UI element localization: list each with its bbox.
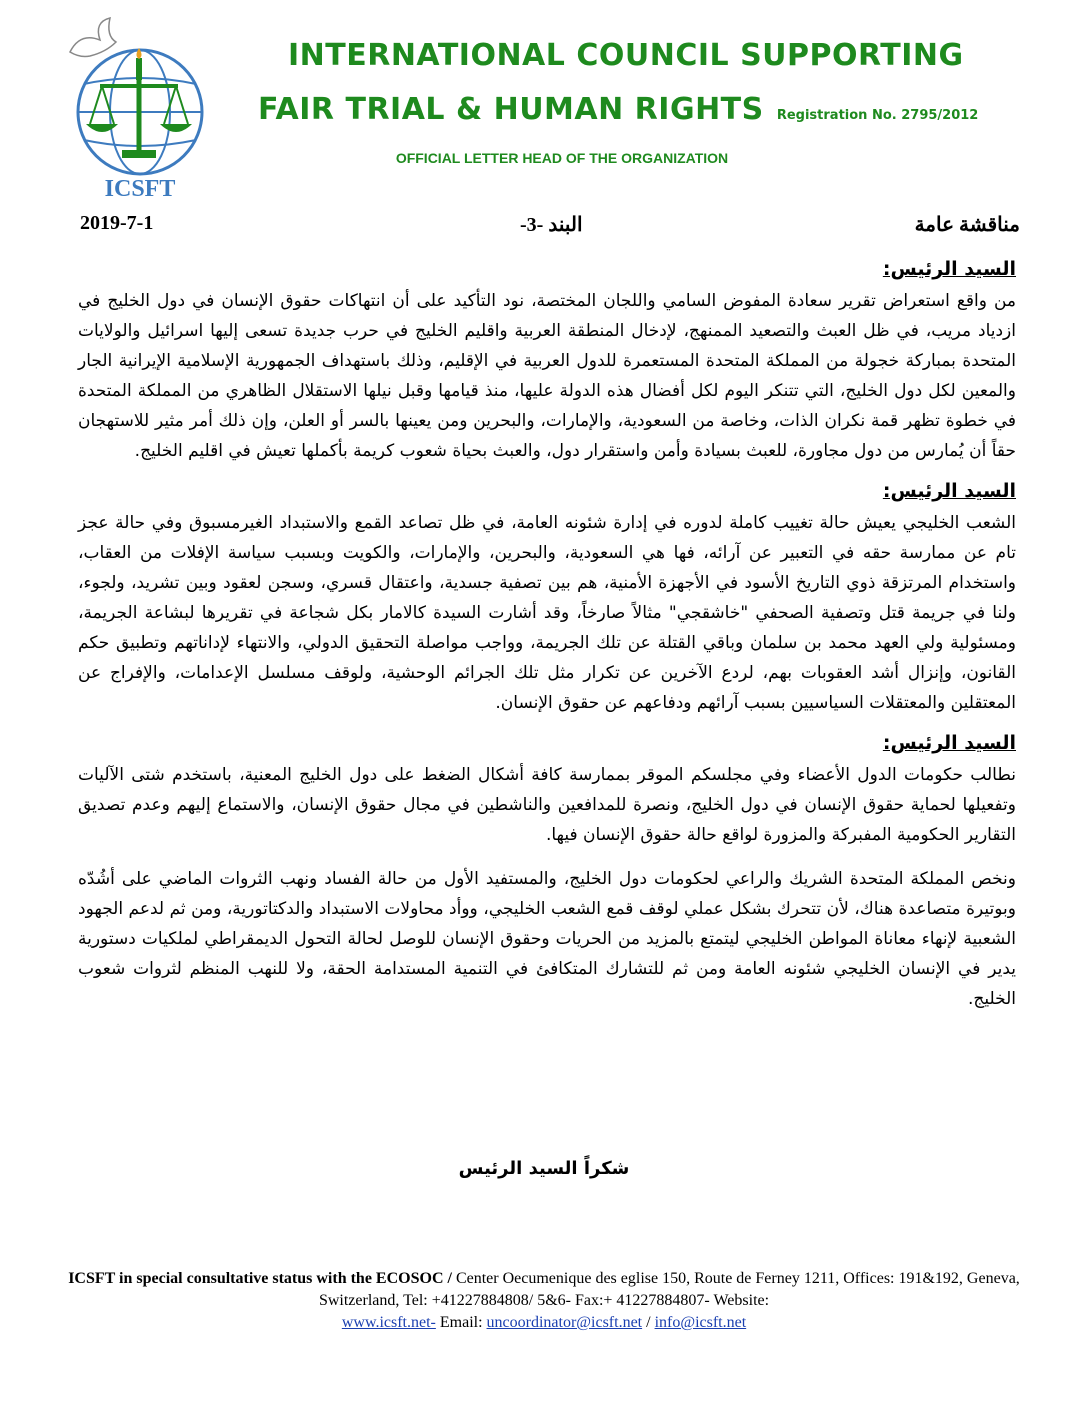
salutation-heading: السيد الرئيس:	[882, 480, 1016, 502]
organization-abbreviation: ICSFT	[104, 176, 176, 202]
paragraph: ونخص المملكة المتحدة الشريك والراعي لحكومات دول الخليج، والمستفيد الأول من حالة الفساد ونهب الثروات الماضي على أشُدّه وبوتيرة متصاعدة هناك، لأن تتحرك بشكل عملي لوقف قمع الشعب الخليجي، ووأد محاولات الاستبداد والدكتاتورية، ومن ثم لدعم الجهود الشعبية لإنهاء معاناة المواطن الخليجي ليتمتع بالمزيد من الحريات وحقوق الإنسان للوصل لحالة التحول الديمقراطي لملكيات دستورية يدير في الإنسان الخليجي شئونه العامة ومن ثم للتشارك المتكافئ في التنمية المستدامة الحقة، ولا للنهب المنظم لثروات شعوب الخليج.	[78, 869, 1016, 1009]
footer	[60, 1268, 1028, 1334]
email-link-uncoordinator[interactable]: uncoordinator@icsft.net	[486, 1314, 643, 1331]
salutation-heading: السيد الرئيس:	[882, 258, 1016, 280]
organization-name-line2: FAIR TRIAL & HUMAN RIGHTS	[258, 92, 764, 127]
document-topic: مناقشة عامة	[914, 214, 1020, 236]
closing-thanks: شكراً السيد الرئيس	[458, 1158, 630, 1179]
letter-body	[78, 258, 1016, 1028]
letterhead-label: OFFICIAL LETTER HEAD OF THE ORGANIZATION	[395, 150, 729, 166]
document-date: 2019-7-1	[80, 212, 154, 234]
email-separator: /	[646, 1314, 651, 1331]
website-link[interactable]: www.icsft.net-	[341, 1314, 436, 1331]
paragraph: من واقع استعراض تقرير سعادة المفوض السامي واللجان المختصة، نود التأكيد على أن انتهاكات حقوق الإنسان في دول الخليج في ازدياد مريب، في ظل العبث والتصعيد الممنهج، لإدخال المنطقة العربية واقليم الخليج في حرب جديدة تسعى إليها اسرائيل والولايات المتحدة بمباركة خجولة من المملكة المتحدة المستعمرة للدول العربية في الإقليم، وذلك باستهداف الجمهورية الإسلامية الإيرانية الجار والمعين لكل دول الخليج، التي تتنكر اليوم لكل أفضال هذه الدولة عليها، منذ قيامها وقبل نيلها الاستقلال الظاهري من المملكة المتحدة في خطوة تظهر قمة نكران الذات، وخاصة من السعودية، والإمارات، والبحرين ومن يعينها بالسر أو العلن، وإن ذلك أمر مثير للاستهجان حقاً أن يُمارس من دول مجاورة، للعبث بسيادة وأمن واستقرار دول، والعبث بحياة شعوب كريمة بأكملها تعيش في اقليم الخليج.	[78, 291, 1016, 461]
footer-status: ICSFT in special consultative status with the ECOSOC /	[68, 1270, 452, 1287]
document-meta-row	[80, 212, 1020, 242]
email-label: Email:	[439, 1314, 483, 1331]
footer-address: Center Oecumenique des eglise 150, Route de Ferney 1211, Offices: 191&192, Geneva, Switzerland, Tel: +41227884808/ 5&6- Fax:+ 41227884807- Website:	[318, 1270, 1020, 1309]
salutation-heading: السيد الرئيس:	[882, 732, 1016, 754]
registration-number: Registration No. 2795/2012	[776, 108, 979, 123]
email-link-info[interactable]: info@icsft.net	[654, 1314, 747, 1331]
paragraph: نطالب حكومات الدول الأعضاء وفي مجلسكم الموقر بممارسة كافة أشكال الضغط على دول الخليج المعنية، باستخدم شتى الآليات وتفعيلها لحماية حقوق الإنسان في دول الخليج، ونصرة للمدافعين والناشطين في مجال حقوق الإنسان، والاستماع إليهم وعدم تصديق التقارير الحكومية المفبركة والمزورة لواقع حالة حقوق الإنسان فيها.	[78, 765, 1016, 845]
paragraph: الشعب الخليجي يعيش حالة تغييب كاملة لدوره في إدارة شئونه العامة، في ظل تصاعد القمع والاستبداد الغيرمسبوق وفي حالة عجز تام عن ممارسة حقه في التعبير عن آرائه، فها هي السعودية، والبحرين، والإمارات، والكويت وبسبب سياسة الإفلات من العقاب، واستخدام المرتزقة ذوي التاريخ الأسود في الأجهزة الأمنية، هم بين تصفية جسدية، واعتقال قسري، وسجن لعقود وبين تشريد، ولجوء، ولنا في جريمة قتل وتصفية الصحفي "خاشقجي" مثالاً صارخاً، وقد أشارت السيدة كالامار بكل شجاعة في تقريرها لبشاعة الجريمة، ومسئولية ولي العهد محمد بن سلمان وباقي القتلة عن تلك الجريمة، وواجب مواصلة التحقيق الدولي، والانتهاء لإداناتهم وتطبيق حكم القانون، وإنزال أشد العقوبات بهم، لردع الآخرين عن تكرار مثل تلك الجرائم الوحشية، ولوقف مسلسل الإعدامات، والإفراج عن المعتقلين والمعتقلات السياسيين بسبب آرائهم ودفاعهم عن حقوق الإنسان.	[78, 513, 1016, 713]
organization-name-line1: INTERNATIONAL COUNCIL SUPPORTING	[288, 38, 964, 73]
agenda-item: البند -3-	[520, 214, 583, 236]
organization-name-line2-row	[258, 92, 1068, 127]
